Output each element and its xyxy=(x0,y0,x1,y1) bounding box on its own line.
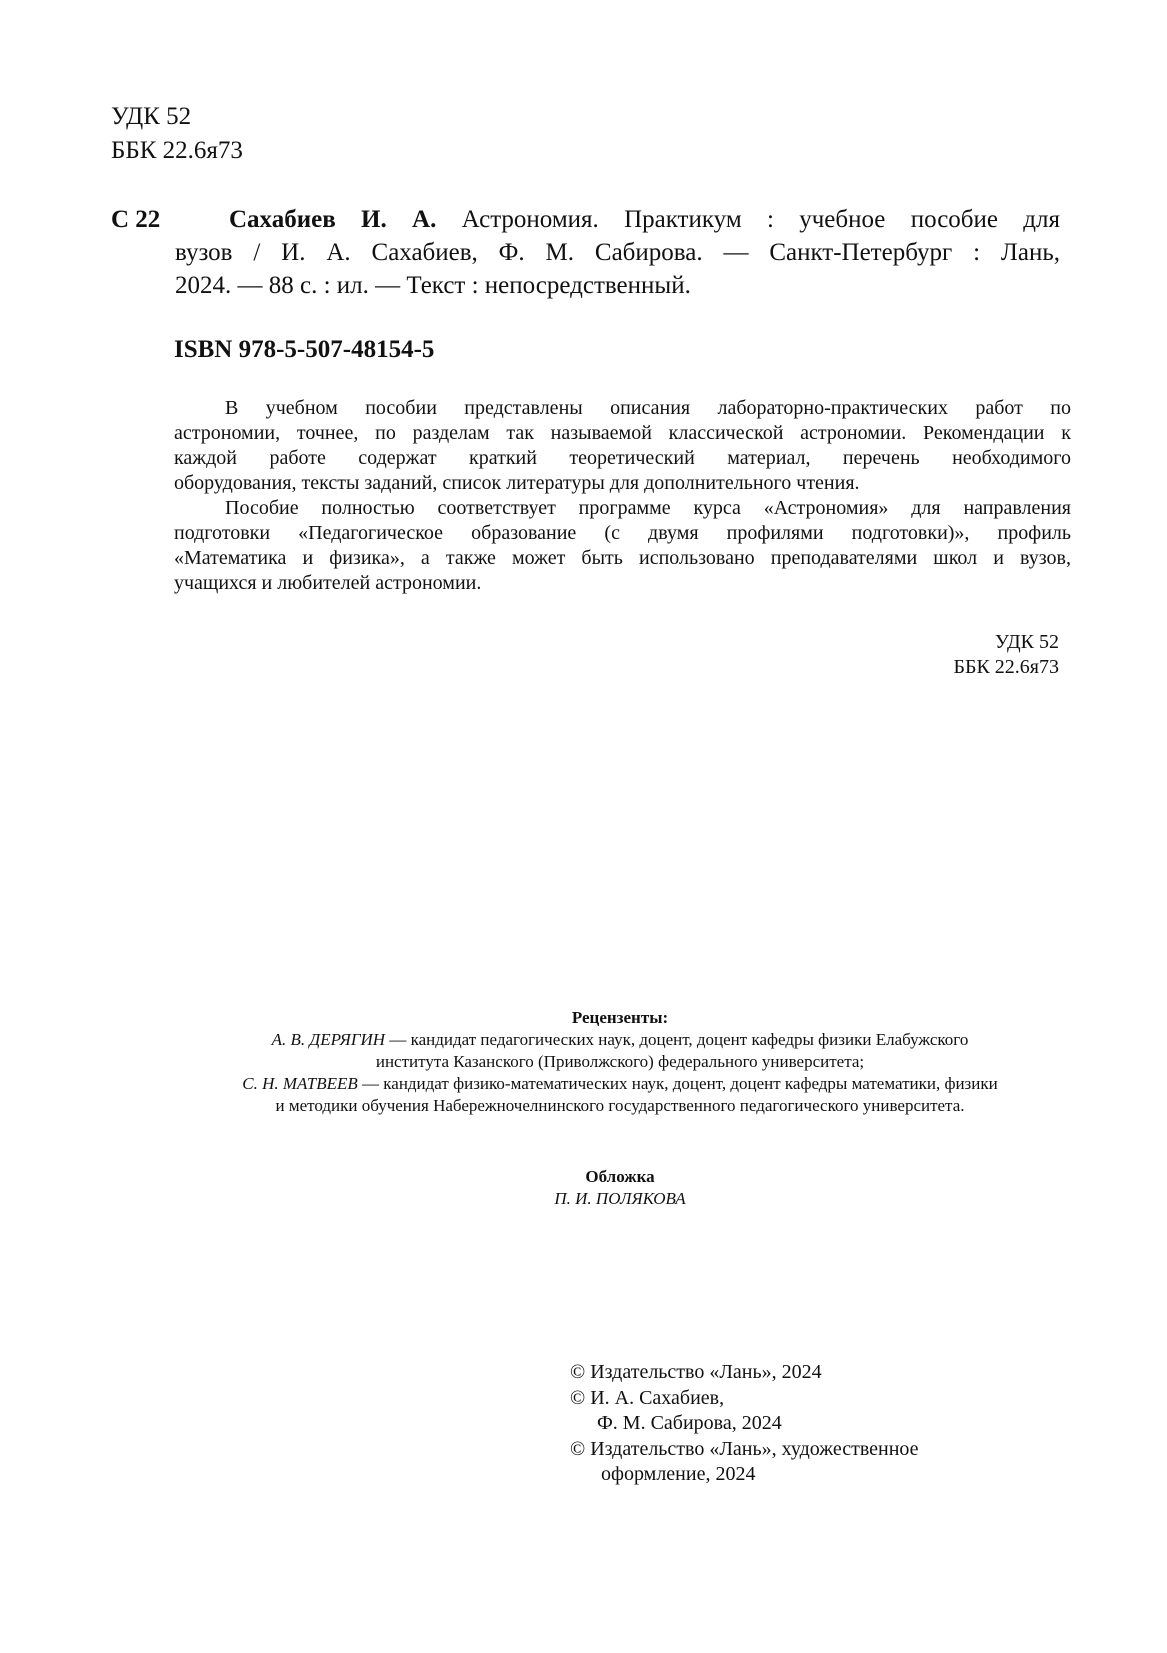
reviewer-2-cont: и методики обучения Набережночелнинского государственного педагогического университета. xyxy=(275,1096,965,1115)
catalog-code: С 22 xyxy=(111,206,161,233)
copyright-line: © Издательство «Лань», художественное xyxy=(570,1437,919,1460)
annotation-line: оборудования, тексты заданий, список литературы для дополнительного чтения. xyxy=(174,472,860,494)
annotation-line: астрономии, точнее, по разделам так называемой классической астрономии. Рекомендации к xyxy=(174,422,1071,444)
reviewer-2: С. Н. МАТВЕЕВ — кандидат физико-математических наук, доцент, доцент кафедры математики, физики xyxy=(242,1074,998,1093)
annotation-line: подготовки «Педагогическое образование (с двумя профилями подготовки)», профиль xyxy=(174,522,1071,544)
cover-heading: Обложка xyxy=(585,1167,655,1186)
reviewer-2-name: С. Н. МАТВЕЕВ xyxy=(242,1074,358,1093)
biblio-line-1 xyxy=(175,203,1060,236)
copyright-block xyxy=(570,1360,919,1488)
annotation-line: В учебном пособии представлены описания лабораторно-практических работ по xyxy=(225,397,1071,419)
annotation-line: Пособие полностью соответствует программе курса «Астрономия» для направления xyxy=(225,497,1071,519)
copyright-line: Ф. М. Сабирова, 2024 xyxy=(597,1412,782,1434)
annotation-line: учащихся и любителей астрономии. xyxy=(174,572,482,594)
isbn: ISBN 978-5-507-48154-5 xyxy=(174,336,435,363)
annotation-line: «Математика и физика», а также может быть использовано преподавателями школ и вузов, xyxy=(174,547,1071,569)
udk-bbk-bottom xyxy=(953,630,1059,680)
udk-code: УДК 52 xyxy=(111,103,192,130)
title-text: Астрономия. Практикум : учебное пособие для xyxy=(436,206,1060,233)
biblio-line-2: вузов / И. А. Сахабиев, Ф. М. Сабирова. — Санкт-Петербург : Лань, xyxy=(175,239,1060,266)
annotation-line: каждой работе содержат краткий теоретический материал, перечень необходимого xyxy=(174,447,1071,469)
reviewers-heading: Рецензенты: xyxy=(571,1008,669,1027)
bbk-code: ББК 22.6я73 xyxy=(111,137,243,164)
copyright-line: оформление, 2024 xyxy=(601,1463,756,1485)
reviewer-1: А. В. ДЕРЯГИН — кандидат педагогических наук, доцент, доцент кафедры физики Елабужского xyxy=(271,1030,969,1049)
bbk-code: ББК 22.6я73 xyxy=(953,656,1059,678)
reviewers-block xyxy=(160,1007,1080,1117)
copyright-line: © И. А. Сахабиев, xyxy=(570,1386,725,1409)
author-name: Сахабиев И. А. xyxy=(229,206,437,233)
udk-code: УДК 52 xyxy=(994,631,1059,653)
biblio-line-3: 2024. — 88 с. : ил. — Текст : непосредственный. xyxy=(175,272,691,299)
reviewer-1-cont: института Казанского (Приволжского) федерального университета; xyxy=(375,1052,865,1071)
cover-credit xyxy=(160,1166,1080,1210)
annotation xyxy=(174,396,1071,596)
bibliographic-record xyxy=(175,203,1060,302)
cover-designer: П. И. ПОЛЯКОВА xyxy=(554,1189,686,1208)
udk-bbk-top xyxy=(111,100,243,168)
reviewer-1-name: А. В. ДЕРЯГИН xyxy=(271,1030,386,1049)
copyright-line: © Издательство «Лань», 2024 xyxy=(570,1361,822,1383)
